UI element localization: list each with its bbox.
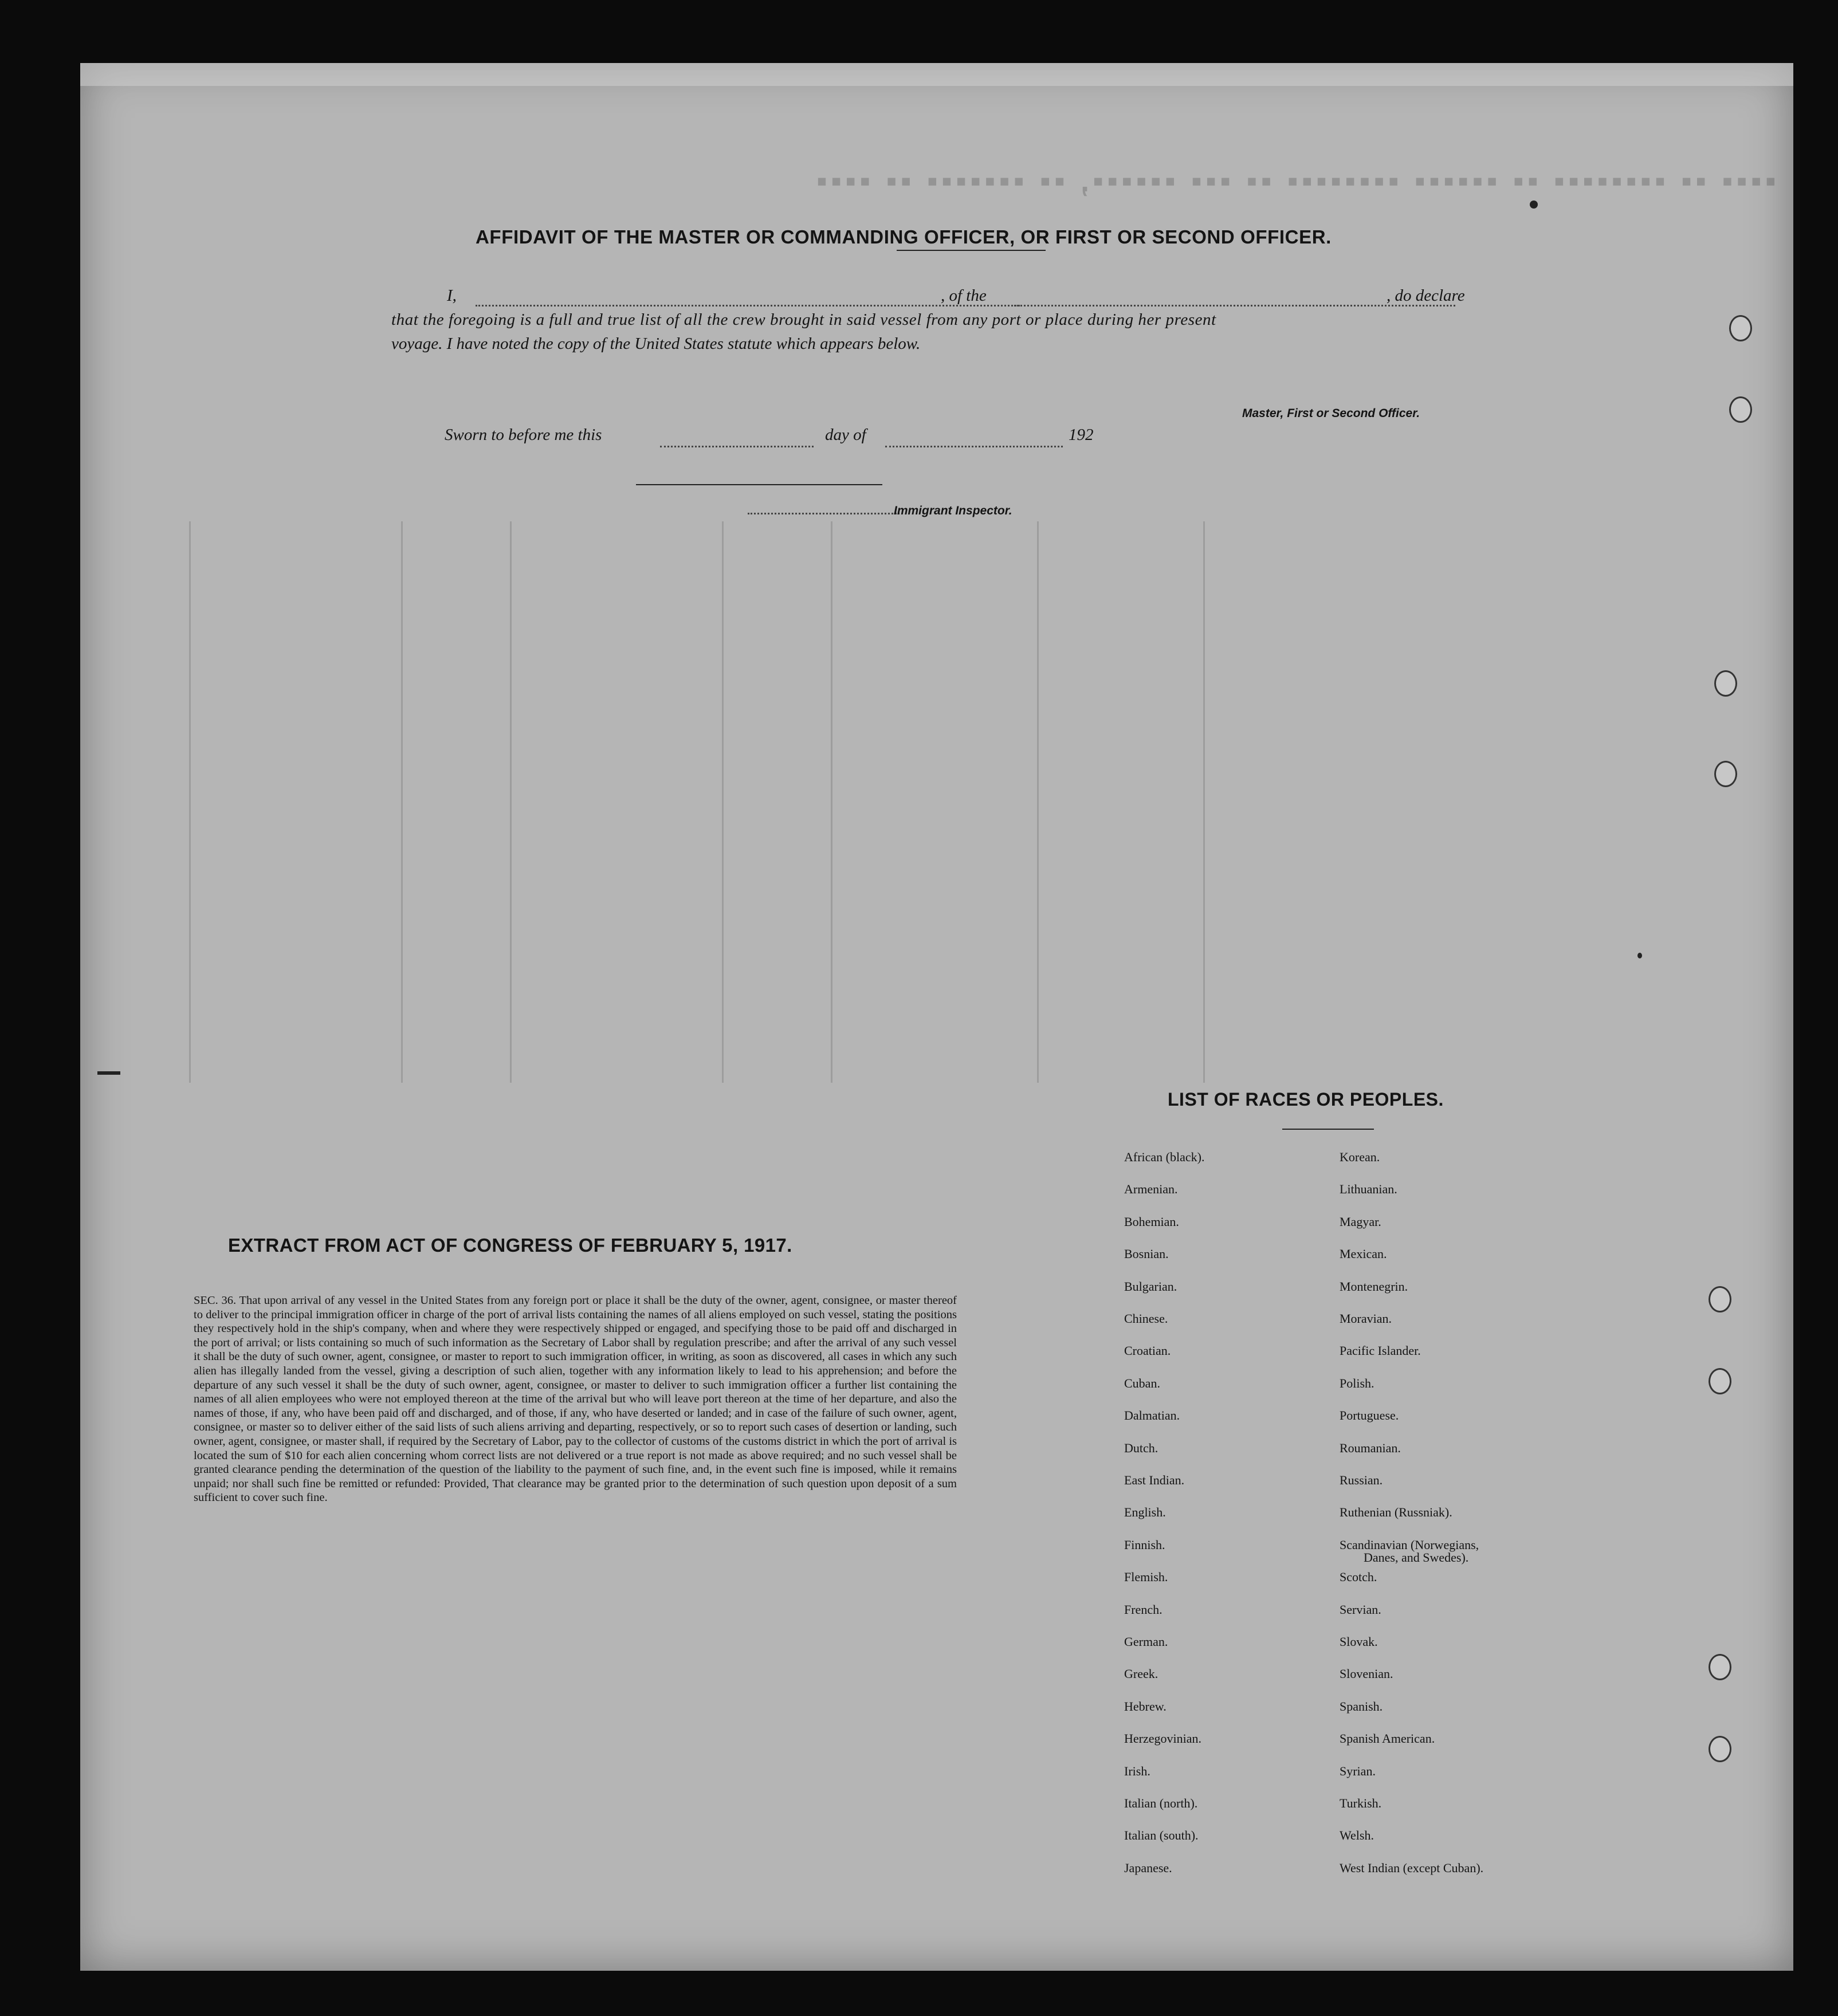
sworn-month-blank [885, 446, 1063, 447]
race-item: Armenian. [1124, 1182, 1178, 1197]
affidavit-do-declare: , do declare [1387, 286, 1465, 305]
sworn-day-of: day of [825, 426, 866, 444]
race-item: Bulgarian. [1124, 1279, 1177, 1294]
title-underline [897, 250, 1046, 251]
extract-body: SEC. 36. That upon arrival of any vessel in the United States from any foreign port or place it shall be the duty of the owner, agent, consignee, or master thereof to deliver to the principal immigration officer in charge of the port of arrival lists containing the names of all aliens employed on such vessel, stating the positions they respectively hold in the ship's company, when and where they were respectively shipped or engaged, and specifying those to be paid off and discharged in the port of arrival; or lists containing so much of such information as the Secretary of Labor shall by regulation prescribe; and after the arrival of any such vessel it shall be the duty of such owner, agent, consignee, or master to report to such immigration officer, in writing, as soon as discovered, all cases in which any such alien has illegally landed from the vessel, giving a description of such alien, together with any information likely to lead to his apprehension; and before the departure of any such vessel it shall be the duty of such owner, agent, consignee, or master to deliver to such immigration officer a further list containing the names of all alien employees who were not employed thereon at the time of the arrival but who will leave port thereon at the time of her departure, and also the names of those, if any, who have been paid off and discharged, and of those, if any, who have deserted or landed; and in case of the failure of such owner, agent, consignee, or master so to deliver either of the said lists of such aliens arriving and departing, respectively, or so to report such cases of desertion or landing, such owner, agent, consignee, or master shall, if required by the Secretary of Labor, pay to the collector of customs of the customs district in which the port of arrival is located the sum of $10 for each alien concerning whom correct lists are not delivered or a true report is not made as above required; and no such vessel shall be granted clearance pending the determination of the question of the liability to the payment of such fine, and, in the event such fine is imposed, while it remains unpaid; nor shall such fine be remitted or refunded: Provided, That clearance may be granted prior to the determination of such question upon deposit of a sum sufficient to cover such fine. [194, 1294, 957, 1504]
extract-title: EXTRACT FROM ACT OF CONGRESS OF FEBRUARY 5, 1917. [228, 1235, 792, 1256]
sworn-year: 192 [1069, 426, 1094, 444]
race-item: Spanish American. [1340, 1731, 1435, 1746]
race-item: Greek. [1124, 1667, 1158, 1681]
race-item: Turkish. [1340, 1796, 1382, 1810]
race-item: Chinese. [1124, 1311, 1168, 1326]
punch-hole [1709, 1736, 1731, 1762]
race-item: Magyar. [1340, 1214, 1381, 1229]
race-item: Finnish. [1124, 1537, 1165, 1552]
punch-hole [1709, 1286, 1731, 1312]
race-item: Croatian. [1124, 1343, 1171, 1358]
race-item: Russian. [1340, 1473, 1383, 1487]
ink-mark [1637, 953, 1642, 958]
sworn-prefix: Sworn to before me this [445, 426, 602, 444]
inspector-signature-line [636, 484, 882, 485]
race-item: West Indian (except Cuban). [1340, 1860, 1484, 1875]
race-item: Portuguese. [1340, 1408, 1399, 1423]
race-item: Bohemian. [1124, 1214, 1179, 1229]
race-item: Pacific Islander. [1340, 1343, 1421, 1358]
race-item: Japanese. [1124, 1860, 1172, 1875]
reverse-side-bleedthrough: ▪▪▪▪ ▪▪ ▪▪▪▪▪▪▪▪ ▪▪ ▪▪▪▪▪▪ ▪▪▪▪▪▪▪▪ ▪▪ ▪▪▪ ▪▪▪▪▪▪, ▪▪ ▪▪▪▪▪▪▪ ▪▪ ▪▪▪▪ [812, 164, 1776, 198]
race-item: Polish. [1340, 1376, 1374, 1390]
punch-hole [1714, 761, 1737, 787]
race-item: Roumanian. [1340, 1440, 1401, 1455]
race-item: Scandinavian (Norwegians, Danes, and Swedes). [1340, 1537, 1479, 1565]
races-underline [1282, 1129, 1374, 1130]
race-item: Scotch. [1340, 1570, 1377, 1585]
race-item: Ruthenian (Russniak). [1340, 1505, 1452, 1520]
race-item: English. [1124, 1505, 1166, 1520]
affidavit-title: AFFIDAVIT OF THE MASTER OR COMMANDING OFFICER, OR FIRST OR SECOND OFFICER. [476, 226, 1332, 247]
inspector-dotted-line [748, 513, 900, 514]
race-item: East Indian. [1124, 1473, 1185, 1487]
race-item: Montenegrin. [1340, 1279, 1408, 1294]
race-item: Moravian. [1340, 1311, 1392, 1326]
race-item: Welsh. [1340, 1828, 1374, 1843]
reverse-side-columns [189, 521, 1765, 1083]
affidavit-of-the: , of the [941, 286, 987, 305]
inspector-label: Immigrant Inspector. [894, 504, 1012, 517]
punch-hole [1709, 1368, 1731, 1394]
race-item: Mexican. [1340, 1247, 1387, 1262]
sworn-day-blank [660, 446, 814, 447]
affidavit-i: I, [447, 286, 457, 305]
race-item: Herzegovinian. [1124, 1731, 1201, 1746]
race-item: Syrian. [1340, 1763, 1376, 1778]
race-item: Irish. [1124, 1763, 1150, 1778]
ink-mark [1530, 201, 1538, 209]
race-item: Italian (south). [1124, 1828, 1199, 1843]
ink-mark [97, 1071, 120, 1075]
affidavit-line-2: that the foregoing is a full and true list of all the crew brought in said vessel from any port or place during her present [391, 311, 1216, 329]
race-item: Servian. [1340, 1602, 1381, 1617]
document-page [80, 63, 1793, 1971]
punch-hole [1714, 670, 1737, 697]
punch-hole [1709, 1654, 1731, 1680]
races-title: LIST OF RACES OR PEOPLES. [1168, 1089, 1444, 1110]
punch-hole [1729, 396, 1752, 423]
race-item: Bosnian. [1124, 1247, 1169, 1262]
master-signature-label: Master, First or Second Officer. [1242, 407, 1420, 420]
punch-hole [1729, 315, 1752, 341]
race-item: Lithuanian. [1340, 1182, 1397, 1197]
race-item: Italian (north). [1124, 1796, 1198, 1810]
race-item: Dalmatian. [1124, 1408, 1180, 1423]
race-item: Slovenian. [1340, 1667, 1393, 1681]
race-item: Flemish. [1124, 1570, 1168, 1585]
race-item: Cuban. [1124, 1376, 1160, 1390]
page-top-edge [80, 63, 1793, 86]
race-item: Spanish. [1340, 1699, 1383, 1714]
race-item: Dutch. [1124, 1440, 1158, 1455]
race-item: African (black). [1124, 1150, 1205, 1164]
race-item: French. [1124, 1602, 1163, 1617]
race-item: Hebrew. [1124, 1699, 1167, 1714]
race-item: Korean. [1340, 1150, 1380, 1164]
name-blank [476, 305, 1020, 306]
race-item: Slovak. [1340, 1634, 1378, 1649]
race-item: German. [1124, 1634, 1168, 1649]
affidavit-line-3: voyage. I have noted the copy of the United States statute which appears below. [391, 335, 921, 353]
